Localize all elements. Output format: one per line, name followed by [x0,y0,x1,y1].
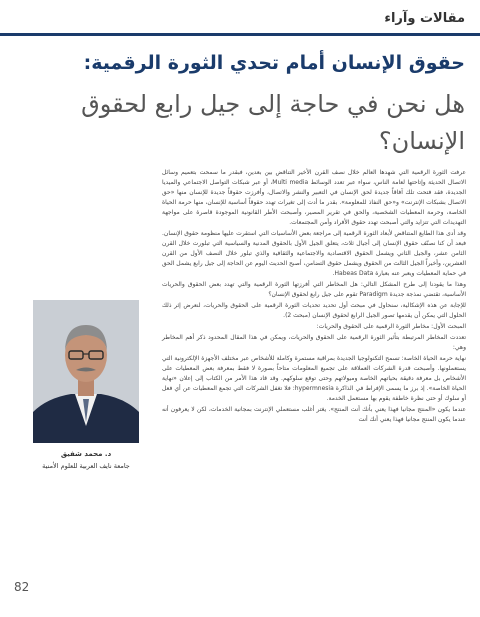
author-affiliation: جامعة نايف العربية للعلوم الأمنية [42,462,130,470]
author-photo [33,300,139,443]
article-body [162,168,466,426]
body-paragraph: تعددت المخاطر المرتبطة بتأثير الثورة الرقمية على الحقوق والحريات، ويمكن في هذا المقال المحدود ذكر أهم المخاطر وهي: [162,334,466,351]
body-paragraph: للإجابة عن هذه الإشكالية، سنحاول في مبحث أول تحديد تحديات الثورة الرقمية على الحقوق والحريات، لنعرض إثر ذلك الحلول التي يمكن أن يقدمها تصور الجيل الرابع لحقوق الإنسان (مبحث 2). [162,302,466,319]
article-title: حقوق الإنسان أمام تحدي الثورة الرقمية: [83,52,465,74]
body-paragraph: عرفت الثورة الرقمية التي شهدها العالم خلال نصف القرن الأخير التناقض بين بعدين، فبقدر ما سمحت بتعميم وسائل الاتصال الحديثة وإتاحتها لعامة الناس، سواء عبر تعدد الوسائط Multi media، أو عبر شبكات التواصل الاجتماعي والميديا الجديدة، فقد فتحت تلك آفاقاً جديدة لحق الإنسان في التعبير والنشر والاتصال، وأفرزت حقوقاً جديدة للإنسان منها «حق الاتصال بشبكات الإنترنت» و«حق النفاذ للمعلومة». بقدر ما أدت إلى تغيرات تهدد حقوقاً أساسية للإنسان، منها حرمة الحياة الخاصة، وحرمة المعطيات الشخصية، والحق في تقرير المصير، وأصبحت الأطر القانونية الموجودة قاصرة على مواجهة التهديدات التي تتزايد والتي أصبحت تهدد حقوق الأفراد وأمن المجتمعات. [162,169,467,226]
body-paragraph: نهاية حرمة الحياة الخاصة: تسمح التكنولوجيا الجديدة بمراقبة مستمرة وكاملة للأشخاص عبر مختلف الأجهزة الإلكترونية التي يستعملونها. وأصبحت قدرة الشركات العملاقة على تجميع المعلومات متاحاً بصورة لا فقط بمعرفة بعض المعطيات على الأشخاص بل معرفة دقيقة بحياتهم الخاصة وميولاتهم وحتى توقع سلوكهم. وقد قاد هذا الأمر من الكتاب إلى إعلان «نهاية الحياة الخاصة». إذ برز ما يسمى الإفراط في الذاكرة hypermnesia: فلا تغفل الشركات التي تجمع المعطيات عن أي فعل أو سلوك أو حتى نظرة خاطفة يقوم بها مستعمل الخدمة. [162,355,466,402]
section-label: مقالات وآراء [384,11,465,26]
body-paragraph: وهذا ما يقودنا إلى طرح المشكل التالي: هل المخاطر التي أفرزتها الثورة الرقمية والتي تهدد بعض الحقوق والحريات الأساسية، تقتضي نمذجة جديدة Paradigm تقوم على جيل رابع لحقوق الإنسان؟ [162,281,466,298]
article-subtitle: هل نحن في حاجة إلى جيل رابع لحقوق الإنسان؟ [81,90,465,155]
section-heading: المبحث الأول: مخاطر الثورة الرقمية على الحقوق والحريات: [316,323,466,330]
author-name: د. محمد شفيق [60,450,112,458]
header-rule [0,33,480,36]
body-paragraph: عندما يكون «المنتج مجانيا فهذا يعني بأنك أنت المنتج». يغتر أغلب مستعملي الإنترنت بمجانية الخدمات، لكن لا يعرفون أنه عندما يكون المنتج مجانيا فهذا يعني أنك أنت [162,406,466,423]
author-portrait-image [33,300,139,443]
body-paragraph: وقد أدى هذا الطابع المتناقض لأبعاد الثورة الرقمية إلى مراجعة بعض الأساسيات التي استقرت عليها منظومة حقوق الإنسان. فبعد أن كنا نصنّف حقوق الإنسان إلى أجيال ثلاث، يتعلق الجيل الأول بالحقوق المدنية والسياسية التي تبلورت خلال القرن الثامن عشر، والجيل الثاني ويشمل الحقوق الاقتصادية والاجتماعية والثقافية والذي تبلور خلال النصف الأول من القرن العشرين، وأخيراً الجيل الثالث من الحقوق ويشمل حقوق التضامن، أصبح الحديث اليوم عن الحاجة إلى جيل رابع يشمل الحق في حماية المعطيات ويعبر عنه بعبارة Habeas Data. [162,230,466,277]
page-number: 82 [14,580,30,594]
